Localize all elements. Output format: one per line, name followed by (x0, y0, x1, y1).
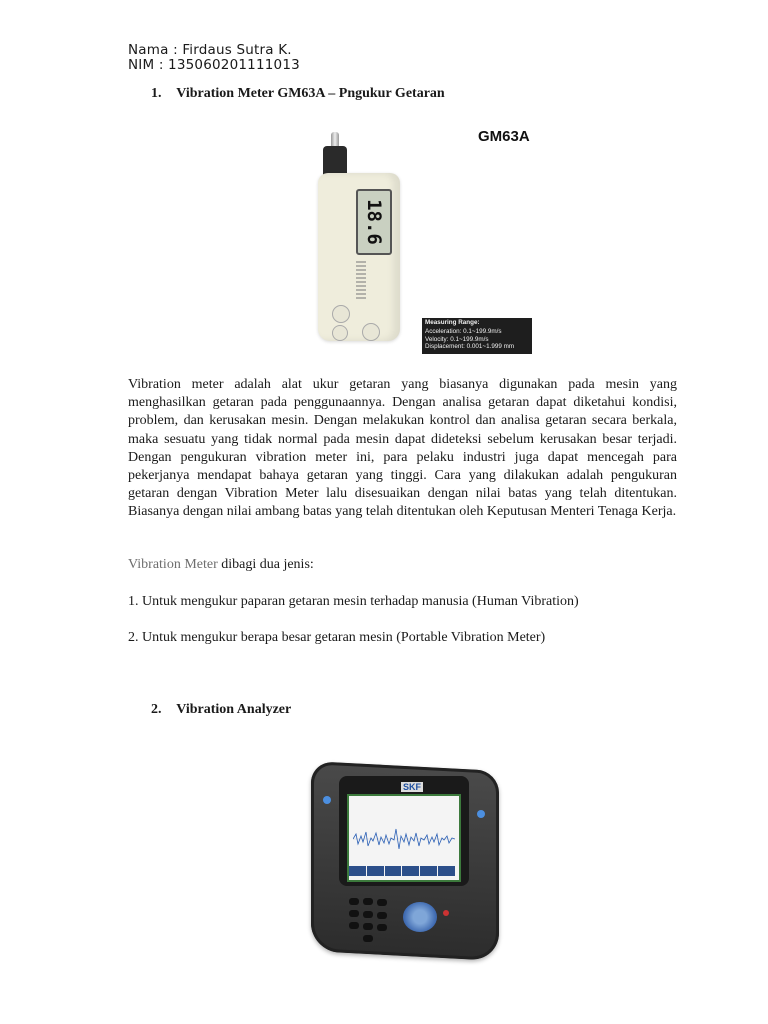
model-label: GM63A (478, 128, 530, 145)
keypad-key (363, 911, 373, 918)
led-left-icon (323, 796, 331, 804)
analyzer-screen (347, 794, 461, 882)
spec-line: Acceleration: 0.1~199.9m/s (425, 328, 502, 336)
student-name: Nama : Firdaus Sutra K. (128, 42, 292, 58)
vibration-meter-image (290, 118, 538, 358)
probe-neck (323, 146, 347, 176)
keypad-key (363, 935, 373, 942)
lcd-reading: 18.6 (363, 199, 386, 245)
measuring-range-box (422, 318, 532, 354)
waveform-trace (353, 814, 455, 864)
keypad-key (349, 898, 359, 905)
softkey-bar (349, 866, 455, 876)
meter-side-label (356, 261, 366, 301)
section-1-heading (151, 86, 445, 102)
analyzer-brand: SKF (403, 782, 421, 792)
section-1-number: 1. (151, 86, 162, 101)
spec-title: Measuring Range: (425, 319, 480, 326)
types-intro (128, 557, 314, 573)
led-right-icon (477, 810, 485, 818)
keypad-key (377, 912, 387, 919)
meter-button-2 (332, 325, 348, 341)
vibration-meter-link[interactable]: Vibration Meter (128, 557, 218, 572)
types-intro-text: dibagi dua jenis: (217, 557, 314, 572)
section-2-heading (151, 702, 291, 718)
section-1-title: Vibration Meter GM63A – Pngukur Getaran (176, 86, 445, 101)
navigation-dpad-icon (403, 902, 437, 932)
section-2-title: Vibration Analyzer (176, 702, 292, 717)
keypad-key (377, 924, 387, 931)
list-item: 1. Untuk mengukur paparan getaran mesin terhadap manusia (Human Vibration) (128, 594, 579, 609)
spec-line: Velocity: 0.1~199.9m/s (425, 335, 489, 343)
keypad-key (349, 910, 359, 917)
power-button-icon (443, 910, 449, 916)
body-paragraph: Vibration meter adalah alat ukur getaran yang biasanya digunakan pada mesin yang menghasilkan getaran pada penggunaannya. Dengan analisa getaran dapat diketahui kondisi, problem, dan kerusakan mesin. Dengan melakukan kontrol dan analisa getaran secara berkala, maka sesuatu yang tidak normal pada mesin dapat dideteksi sebelum kerusakan besar terjadi. Dengan pengukuran vibration meter ini, para pelaku industri juga dapat mencegah para pekerjanya mendapat bahaya getaran yang tinggi. Cara yang dilakukan adalah pengukuran getaran dengan Vibration Meter lalu disesuaikan dengan nilai batas yang telah ditentukan. Biasanya dengan nilai ambang batas yang telah ditentukan oleh Keputusan Menteri Tenaga Kerja. (128, 377, 677, 520)
section-2-number: 2. (151, 702, 162, 717)
student-nim: NIM : 135060201111013 (128, 57, 300, 73)
keypad-key (377, 899, 387, 906)
spec-line: Displacement: 0.001~1.999 mm (425, 343, 515, 351)
list-item: 2. Untuk mengukur berapa besar getaran mesin (Portable Vibration Meter) (128, 630, 546, 645)
meter-button-1 (332, 305, 350, 323)
keypad-key (363, 898, 373, 905)
meter-lcd (356, 189, 392, 255)
keypad-key (349, 922, 359, 929)
meter-button-3 (362, 323, 380, 341)
keypad-key (363, 923, 373, 930)
vibration-analyzer-image (305, 762, 505, 958)
